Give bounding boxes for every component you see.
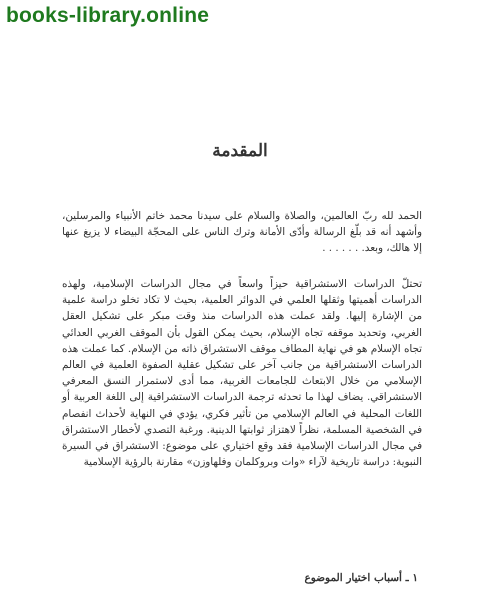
page-title: المقدمة — [212, 141, 268, 161]
site-watermark: books-library.online — [6, 4, 210, 27]
section-heading: ١ ـ أسباب اختيار الموضوع — [304, 572, 418, 584]
opening-paragraph: الحمد لله ربّ العالمين، والصلاة والسلام على سيدنا محمد خاتم الأنبياء والمرسلين، وأشهد أنه قد بلّغ الرسالة وأدّى الأمانة وترك الناس على المحجّة البيضاء لا يزيغ عنها إلا هالك، وبعد. . . . . . . — [62, 210, 422, 255]
body-paragraph: تحتلّ الدراسات الاستشراقية حيزاً واسعاً في مجال الدراسات الإسلامية، ولهذه الدراسات أهميتها وثقلها العلمي في الدوائر العلمية، بحيث لا تكاد تخلو دراسة علمية من الإشارة إليها. ولقد عملت هذه الدراسات منذ وقت مبكر على تشكيل العقل الغربي، وتحديد موقفه تجاه الإسلام، بحيث يمكن القول بأن الموقف الغربي العدائي تجاه الإسلام هو في نهاية المطاف موقف الاستشراق ذاته من الإسلام. كما عملت هذه الدراسات الاستشراقية من جانب آخر على تشكيل عقلية الصفوة العلمية في العالم الإسلامي من خلال الابتعاث للجامعات الغربية، مما أدى لاستمرار النسق المعرفي الاستشراقي. يضاف لهذا ما تحدثه ترجمة الدراسات الاستشراقية إلى اللغة العربية أو اللغات المحلية في العالم الإسلامي من تأثير فكري، يؤدي في النهاية لأحداث انفصام في الشخصية المسلمة، نظراً لاهتزاز ثوابتها الدينية. ورغبة التصدي لأخطار الاستشراق في مجال الدراسات الإسلامية فقد وقع اختياري على موضوع: الاستشراق في السيرة النبوية: دراسة تاريخية لآراء «وات وبروكلمان وفلهاوزن» مقارنة بالرؤية الإسلامية — [62, 278, 422, 469]
